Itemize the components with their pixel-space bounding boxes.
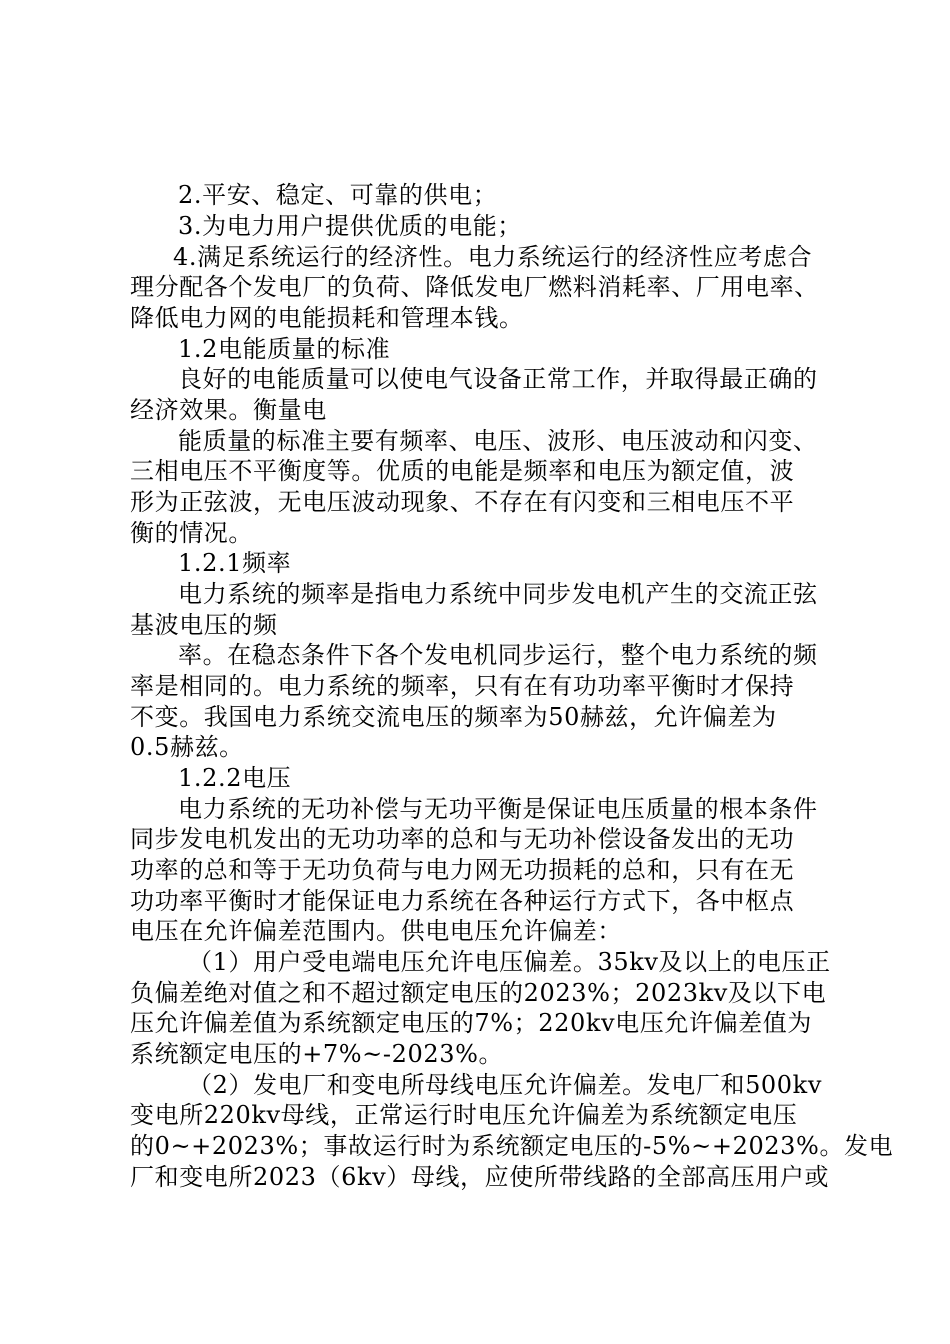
text-line: 0.5赫兹。 xyxy=(130,733,244,761)
list-item-2: （2）发电厂和变电所母线电压允许偏差。发电厂和500kv xyxy=(188,1071,822,1099)
text-line: 同步发电机发出的无功功率的总和与无功补偿设备发出的无功 xyxy=(130,825,795,853)
text-line: 经济效果。衡量电 xyxy=(130,396,327,424)
text-line: 的0~+2023%；事故运行时为系统额定电压的-5%~+2023%。发电 xyxy=(130,1132,894,1160)
text-line: 负偏差绝对值之和不超过额定电压的2023%；2023kv及以下电 xyxy=(130,979,827,1007)
text-line: 2.平安、稳定、可靠的供电； xyxy=(178,181,498,209)
text-line: 电力系统的频率是指电力系统中同步发电机产生的交流正弦 xyxy=(178,580,818,608)
text-line: 率是相同的。电力系统的频率，只有在有功功率平衡时才保持 xyxy=(130,672,795,700)
text-line: 厂和变电所2023（6kv）母线，应使所带线路的全部高压用户或 xyxy=(130,1163,830,1191)
text-line: 良好的电能质量可以使电气设备正常工作，并取得最正确的 xyxy=(178,365,818,393)
list-item-1: （1）用户受电端电压允许电压偏差。35kv及以上的电压正 xyxy=(188,948,831,976)
text-line: 变电所220kv母线，正常运行时电压允许偏差为系统额定电压 xyxy=(130,1101,798,1129)
section-heading: 1.2电能质量的标准 xyxy=(178,335,391,363)
text-line: 功率的总和等于无功负荷与电力网无功损耗的总和，只有在无 xyxy=(130,856,795,884)
text-line: 衡的情况。 xyxy=(130,519,253,547)
text-line: 率。在稳态条件下各个发电机同步运行，整个电力系统的频 xyxy=(178,641,818,669)
text-line: 形为正弦波，无电压波动现象、不存在有闪变和三相电压不平 xyxy=(130,488,795,516)
text-line: 理分配各个发电厂的负荷、降低发电厂燃料消耗率、厂用电率、 xyxy=(130,273,819,301)
text-line: 不变。我国电力系统交流电压的频率为50赫兹，允许偏差为 xyxy=(130,703,777,731)
text-line: 3.为电力用户提供优质的电能； xyxy=(178,212,522,240)
text-line: 4.满足系统运行的经济性。电力系统运行的经济性应考虑合 xyxy=(173,243,813,271)
text-line: 压允许偏差值为系统额定电压的7%；220kv电压允许偏差值为 xyxy=(130,1009,812,1037)
text-line: 降低电力网的电能损耗和管理本钱。 xyxy=(130,304,524,332)
section-heading: 1.2.1频率 xyxy=(178,549,292,577)
section-heading: 1.2.2电压 xyxy=(178,764,292,792)
text-line: 基波电压的频 xyxy=(130,611,278,639)
text-line: 电压在允许偏差范围内。供电电压允许偏差： xyxy=(130,917,622,945)
text-line: 能质量的标准主要有频率、电压、波形、电压波动和闪变、 xyxy=(178,427,818,455)
text-line: 三相电压不平衡度等。优质的电能是频率和电压为额定值，波 xyxy=(130,457,795,485)
text-line: 系统额定电压的+7%~-2023%。 xyxy=(130,1040,504,1068)
text-line: 电力系统的无功补偿与无功平衡是保证电压质量的根本条件 xyxy=(178,795,818,823)
text-line: 功功率平衡时才能保证电力系统在各种运行方式下，各中枢点 xyxy=(130,887,795,915)
